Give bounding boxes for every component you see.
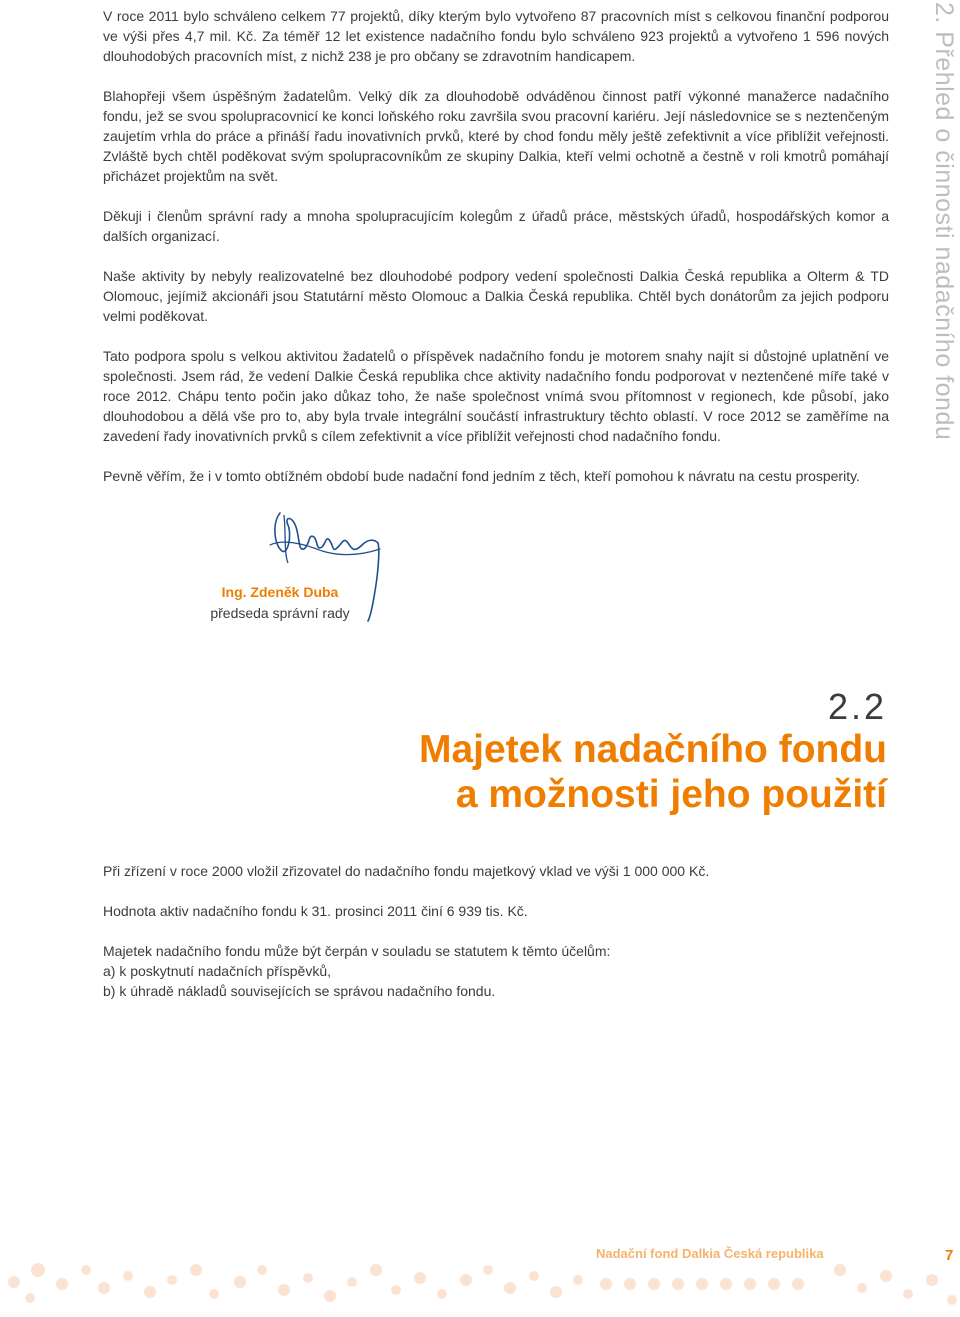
footer-brand: Nadační fond Dalkia Česká republika	[596, 1246, 824, 1261]
signer-role: předseda správní rady	[210, 605, 350, 621]
purpose-item-a: a) k poskytnutí nadačních příspěvků,	[103, 963, 332, 979]
paragraph-purpose-intro: Majetek nadačního fondu může být čerpán v souladu se statutem k těmto účelům:	[103, 943, 611, 959]
purpose-item-b: b) k úhradě nákladů souvisejících se správou nadačního fondu.	[103, 983, 496, 999]
page-number: 7	[945, 1247, 954, 1264]
paragraph-thanks-board: Děkuji i členům správní rady a mnoha spolupracujícím kolegům z úřadů práce, městských úřadů, hospodářských komor a dalších organizací.	[103, 208, 889, 244]
intro-text	[103, 6, 889, 486]
paragraph-closing: Pevně věřím, že i v tomto obtížném období bude nadační fond jedním z těch, kteří pomohou k návratu na cestu prosperity.	[103, 468, 860, 484]
section-heading-line2: a možnosti jeho použití	[455, 773, 887, 816]
paragraph-projects-summary: V roce 2011 bylo schváleno celkem 77 projektů, díky kterým bylo vytvořeno 87 pracovních míst s celkovou finanční podporou ve výši přes 4,7 mil. Kč. Za téměř 12 let existence nadačního fondu bylo schváleno 923 projektů a vytvořeno 1 596 nových dlouhodobých pracovních míst, z nichž 238 je pro občany se zdravotním handicapem.	[103, 8, 889, 64]
section-heading	[419, 727, 887, 817]
paragraph-congratulations: Blahopřeji všem úspěšným žadatelům. Velký dík za dlouhodobě odváděnou činnost patří výkonné manažerce nadačního fondu, jež se svou spolupracovnicí ke konci loňského roku završila svou pracovní kariéru. Její následovnice se s neztenčeným zaujetím vrhla do práce a přináší řadu inovativních prvků, které by chod fondu měly ještě zefektivnit a více přiblížit veřejnosti. Zvláště bych chtěl poděkovat svým spolupracovníkům ze skupiny Dalkia, kteří velmi ochotně a čestně v roli kmotrů pomáhají přicházet projektům na svět.	[103, 88, 889, 184]
paragraph-motor: Tato podpora spolu s velkou aktivitou žadatelů o příspěvek nadačního fondu je motorem snahy najít si důstojné uplatnění ve společnosti. Jsem rád, že vedení Dalkie Česká republika chce aktivity nadačního fondu podporovat v neztenčené míře také v roce 2012. Chápu tento počin jako důkaz toho, že naše společnost vnímá svou přítomnost v regionech, kde působí, jako dlouhodobou a dělá vše pro to, aby byla trvale integrální součástí infrastruktury těchto oblastí. V roce 2012 se zaměříme na zavedení řady inovativních prvků s cílem zefektivnit a více přiblížit veřejnosti chod nadačního fondu.	[103, 348, 889, 444]
section-number: 2.2	[827, 686, 887, 727]
signer-name: Ing. Zdeněk Duba	[221, 584, 339, 600]
paragraph-asset-value: Hodnota aktiv nadačního fondu k 31. prosinci 2011 činí 6 939 tis. Kč.	[103, 903, 528, 919]
paragraph-founding-deposit: Při zřízení v roce 2000 vložil zřizovatel do nadačního fondu majetkový vklad ve výši 1 000 000 Kč.	[103, 863, 710, 879]
paragraph-support: Naše aktivity by nebyly realizovatelné bez dlouhodobé podpory vedení společnosti Dalkia Česká republika a Olterm & TD Olomouc, jejímiž akcionáři jsou Statutární město Olomouc a Dalkia Česká republika. Chtěl bych donátorům za jejich podporu velmi poděkovat.	[103, 268, 889, 324]
section-text	[103, 861, 889, 1001]
signer-block	[180, 582, 380, 624]
section-heading-line1: Majetek nadačního fondu	[418, 728, 887, 771]
side-chapter-title: 2. Přehled o činnosti nadačního fondu	[930, 2, 958, 441]
